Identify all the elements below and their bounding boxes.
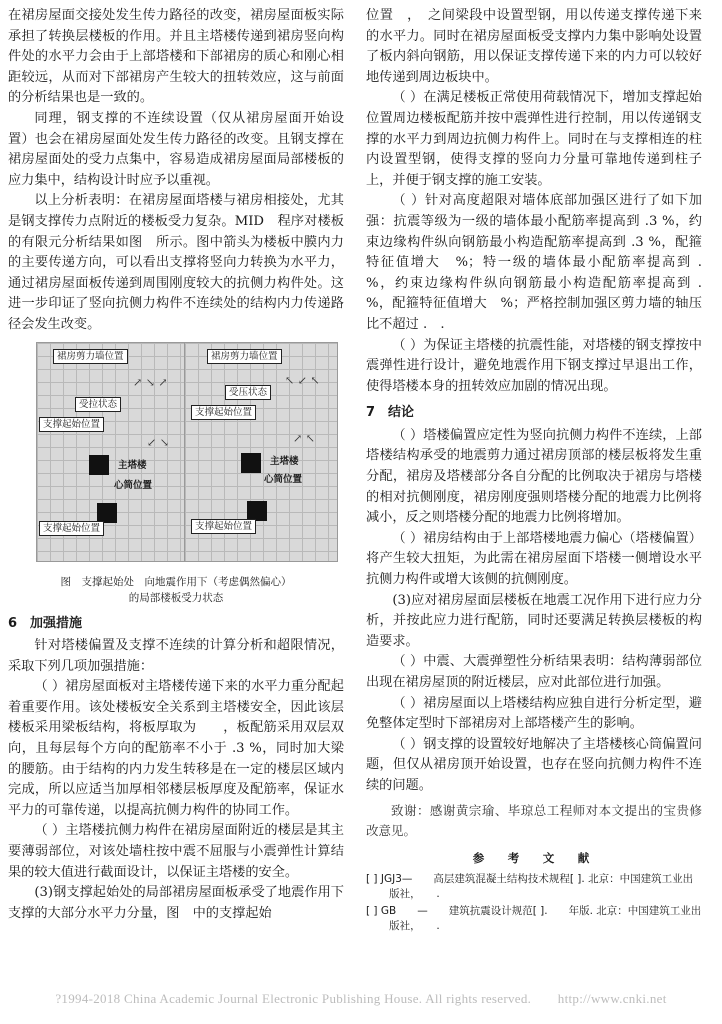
paragraph: （ ）裙房屋面板对主塔楼传递下来的水平力重分配起着重要作用。该处楼板安全关系到主塔楼安全，因此该层楼板采用梁板结构，将板厚取为 ，板配筋采用双层双向，且每层每个方向的配筋率不小于 .3 %，同时加大梁的腰筋。由于结构的内力发生转移是在一定的楼层区域内完成，所以应适当加厚相邻楼层板厚度及配筋率，保证水平力的可靠传递，以提高抗侧力构件的协同工作。 bbox=[8, 679, 344, 818]
paragraph: 在裙房屋面交接处发生传力路径的改变，裙房屋面板实际承担了转换层楼板的作用。并且主塔楼传递到裙房竖向构件处的水平力会由于上部塔楼和下部裙房的质心和刚心相距较远，从而对下部裙房产生较大的扭转效应，这与前面的分析结果也是一致的。 bbox=[8, 8, 344, 106]
paragraph: （ ）裙房屋面以上塔楼结构应独自进行分析定型，避免整体定型时下部裙房对上部塔楼产生的影响。 bbox=[366, 695, 702, 732]
section-heading: 6 加强措施 bbox=[8, 615, 83, 631]
right-column bbox=[366, 6, 716, 936]
caption-line: 的局部楼板受力状态 bbox=[128, 591, 224, 604]
paragraph: （ ）裙房结构由于上部塔楼地震力偏心（塔楼偏置）将产生较大扭矩，为此需在裙房屋面下塔楼一侧增设水平抗侧力构件或增大该侧的抗侧刚度。 bbox=[366, 530, 702, 588]
figure-label: 受拉状态 bbox=[75, 397, 121, 412]
section-heading: 7 结论 bbox=[366, 405, 415, 421]
paragraph: （ ）在满足楼板正常使用荷载情况下，增加支撑起始位置周边楼板配筋并按中震弹性进行控制，用以传递钢支撑的水平力到周边抗侧力构件上。同时在与支撑相连的柱内设置型钢，使得支撑的竖向力分量可靠地传递到柱子上，并便于钢支撑的施工安装。 bbox=[366, 90, 702, 188]
figure-caption bbox=[8, 574, 344, 606]
paragraph: （ ）钢支撑的设置较好地解决了主塔楼核心筒偏置问题，但仅从裙房顶开始设置，也存在竖向抗侧力构件不连续的问题。 bbox=[366, 736, 702, 793]
figure-label: 裙房剪力墙位置 bbox=[207, 349, 282, 364]
figure-label: 支撑起始位置 bbox=[39, 521, 104, 536]
core-block bbox=[97, 503, 117, 523]
figure-label: 受压状态 bbox=[225, 385, 271, 400]
paragraph: （ ）针对高度超限对墙体底部加强区进行了如下加强：抗震等级为一级的墙体最小配筋率提高到 .3 %，约束边缘构件纵向钢筋最小构造配筋率提高到 .3 %，配箍特征值增大 %；特一级的墙体最小配筋率提高到 . %，约束边缘构件纵向钢筋最小构造配筋率提高到 . %，配箍特征值增大 %；严格控制加强区剪力墙的轴压比不超过 . . bbox=[366, 193, 716, 332]
arrow-icon: ↖ ↙ ↖ bbox=[285, 373, 320, 387]
core-block bbox=[247, 501, 267, 521]
acknowledgement: 致谢：感谢黄宗瑜、毕琼总工程师对本文提出的宝贵修改意见。 bbox=[366, 802, 702, 839]
figure-label: 支撑起始位置 bbox=[191, 405, 256, 420]
arrow-icon: ↗ ↖ bbox=[293, 431, 315, 445]
paragraph: 同理，钢支撑的不连续设置（仅从裙房屋面开始设置）也会在裙房屋面处发生传力路径的改变。且钢支撑在裙房屋面处的受力点集中，容易造成裙房屋面局部楼板的应力集中，结构设计时应予以重视。 bbox=[8, 110, 344, 188]
figure-label: 裙房剪力墙位置 bbox=[53, 349, 128, 364]
paragraph: （ ）塔楼偏置应定性为竖向抗侧力构件不连续，上部塔楼结构承受的地震剪力通过裙房顶部的楼层板将发生重分配，裙房及塔楼部分各自分配的比例取决于裙房与塔楼的相对抗侧刚度，裙房刚度强则塔楼分配的地震力比例将减小，反之则塔楼分配的地震力比例将增加。 bbox=[366, 427, 702, 526]
figure-panel-right bbox=[184, 342, 338, 562]
figure-label: 心筒位置 bbox=[114, 479, 153, 491]
paragraph: 针对塔楼偏置及支撑不连续的计算分析和超限情况，采取下列几项加强措施： bbox=[8, 638, 344, 674]
references-heading: 参 考 文 献 bbox=[472, 850, 596, 865]
reference-item: [ ] JGJ3— 高层建筑混凝土结构技术规程[ ]. 北京：中国建筑工业出版社， . bbox=[366, 873, 694, 901]
figure-floor-stress bbox=[8, 342, 344, 572]
left-column bbox=[8, 6, 344, 924]
core-block bbox=[241, 453, 261, 473]
paragraph: (3)应对裙房屋面层楼板在地震工况作用下进行应力分析，并按此应力进行配筋，同时还要满足转换层楼板的构造要求。 bbox=[366, 592, 702, 649]
paragraph: （ ）主塔楼抗侧力构件在裙房屋面附近的楼层是其主要薄弱部位，对该处墙柱按中震不屈服与小震弹性计算结果的较大值进行截面设计，以保证主塔楼的安全。 bbox=[8, 823, 344, 880]
figure-label: 主塔楼 bbox=[270, 455, 299, 467]
paragraph: （ ）为保证主塔楼的抗震性能，对塔楼的钢支撑按中震弹性进行设计，避免地震作用下钢支撑过早退出工作，使得塔楼本身的扭转效应加剧的情况出现。 bbox=[366, 337, 702, 394]
arrow-icon: ↗ ↘ ↗ bbox=[133, 375, 168, 389]
caption-line: 图 支撑起始处 向地震作用下（考虑偶然偏心） bbox=[60, 575, 292, 588]
figure-label: 支撑起始位置 bbox=[39, 417, 104, 432]
paragraph: 以上分析表明：在裙房屋面塔楼与裙房相接处，尤其是钢支撑传力点附近的楼板受力复杂。MID 程序对楼板的有限元分析结果如图 所示。图中箭头为楼板中膜内力的主要传递方向，可以看出支撑将竖向力转换为水平力，通过裙房屋面板传递到周围刚度较大的抗侧力构件处。这进一步印证了竖向抗侧力构件不连续处的结构内力传递路径会发生改变。 bbox=[8, 193, 344, 332]
copyright-footer: ?1994-2018 China Academic Journal Electronic Publishing House. All rights reserved. http://www.cnki.net bbox=[55, 991, 667, 1006]
reference-item: [ ] GB — 建筑抗震设计规范[ ]. 年版. 北京：中国建筑工业出版社， . bbox=[366, 905, 702, 933]
figure-label: 主塔楼 bbox=[118, 459, 147, 471]
figure-label: 心筒位置 bbox=[264, 473, 303, 485]
figure-label: 支撑起始位置 bbox=[191, 519, 256, 534]
core-block bbox=[89, 455, 109, 475]
paragraph: (3)钢支撑起始处的局部裙房屋面板承受了地震作用下支撑的大部分水平力分量，图 中的支撑起始 bbox=[8, 885, 344, 921]
arrow-icon: ↙ ↘ bbox=[147, 435, 169, 449]
figure-panel-left bbox=[36, 342, 190, 562]
paragraph: 位置 ， 之间梁段中设置型钢，用以传递支撑传递下来的水平力。同时在裙房屋面板受支撑内力集中影响处设置了板内斜向钢筋，用以保证支撑传递下来的内力可以较好地传递到周边板块中。 bbox=[366, 8, 702, 85]
paragraph: （ ）中震、大震弹塑性分析结果表明：结构薄弱部位出现在裙房屋顶的附近楼层，应对此部位进行加强。 bbox=[366, 654, 702, 690]
